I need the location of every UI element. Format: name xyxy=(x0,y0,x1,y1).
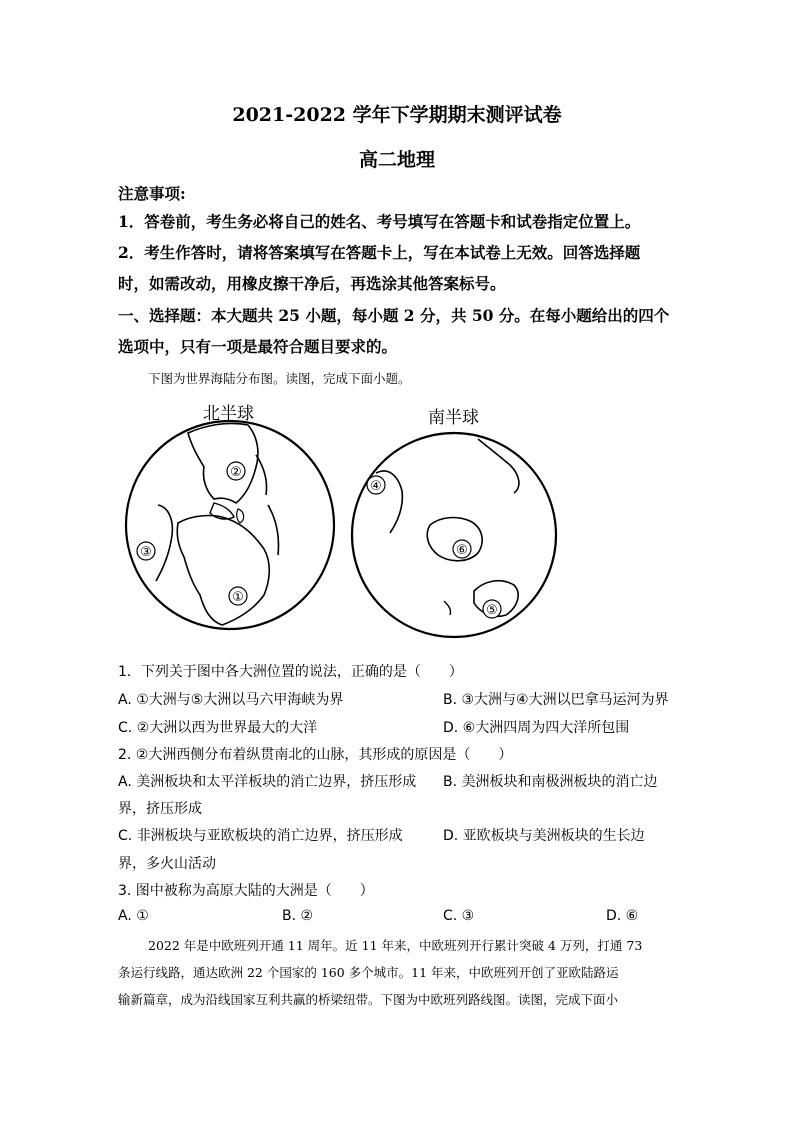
notice-item-2-line1: 2．考生作答时，请将答案填写在答题卡上，写在本试卷上无效。回答选择题 xyxy=(118,243,641,262)
q2-option-b-line2: 界，挤压形成 xyxy=(118,801,202,817)
q2-option-a: A. 美洲板块和太平洋板块的消亡边界，挤压形成 xyxy=(118,774,417,790)
notice-item-2-line2: 时，如需改动，用橡皮擦干净后，再选涂其他答案标号。 xyxy=(118,274,506,293)
q1-option-b: B. ③大洲与④大洲以巴拿马运河为界 xyxy=(443,692,669,708)
q2-stem: 2. ②大洲西侧分布着纵贯南北的山脉，其形成的原因是（ ） xyxy=(118,747,513,763)
q3-option-c: C. ③ xyxy=(443,908,475,924)
south-hemisphere-label: 南半球 xyxy=(428,408,479,428)
intro2-line3: 输新篇章，成为沿线国家互利共赢的桥梁纽带。下图为中欧班列路线图。读图，完成下面小 xyxy=(118,992,619,1007)
q1-option-c: C. ②大洲以西为世界最大的大洋 xyxy=(118,720,318,736)
section1-line2: 选项中，只有一项是最符合题目要求的。 xyxy=(118,337,398,356)
south-hemisphere-circle xyxy=(352,433,556,637)
exam-subtitle: 高二地理 xyxy=(358,149,435,171)
marker-3: ③ xyxy=(140,545,152,560)
map-intro: 下图为世界海陆分布图。读图，完成下面小题。 xyxy=(148,371,411,386)
north-america-outline xyxy=(188,423,258,503)
notice-heading: 注意事项: xyxy=(118,184,186,203)
q2-option-b-line1: B. 美洲板块和南极洲板块的消亡边 xyxy=(443,774,658,790)
q3-option-d: D. ⑥ xyxy=(606,908,639,924)
q3-option-a: A. ① xyxy=(118,908,149,924)
hemisphere-maps xyxy=(118,395,558,650)
marker-4: ④ xyxy=(370,479,382,494)
exam-title: 2021-2022 学年下学期期末测评试卷 xyxy=(232,104,562,126)
notice-item-1: 1．答卷前，考生务必将自己的姓名、考号填写在答题卡和试卷指定位置上。 xyxy=(118,212,641,231)
q3-stem: 3. 图中被称为高原大陆的大洲是（ ） xyxy=(118,883,374,899)
marker-6: ⑥ xyxy=(456,543,468,558)
section1-line1: 一、选择题：本大题共 25 小题，每小题 2 分，共 50 分。在每小题给出的四个 xyxy=(118,306,670,325)
intro2-line1: 2022 年是中欧班列开通 11 周年。近 11 年来，中欧班列开行累计突破 4 万列，打通 73 xyxy=(148,938,643,953)
q2-option-d-line2: 界，多火山活动 xyxy=(118,856,216,872)
marker-5: ⑤ xyxy=(486,603,498,618)
eurasia-outline xyxy=(177,516,269,625)
q1-option-a: A. ①大洲与⑤大洲以马六甲海峡为界 xyxy=(118,692,344,708)
q3-option-b: B. ② xyxy=(282,908,314,924)
q1-option-d: D. ⑥大洲四周为四大洋所包围 xyxy=(443,720,630,736)
marker-1: ① xyxy=(232,590,244,605)
intro2-line2: 条运行线路，通达欧洲 22 个国家的 160 多个城市。11 年来，中欧班列开创了亚欧陆路运 xyxy=(118,965,619,980)
q2-option-c: C. 非洲板块与亚欧板块的消亡边界，挤压形成 xyxy=(118,828,403,844)
q2-option-d-line1: D. 亚欧板块与美洲板块的生长边 xyxy=(443,828,645,844)
marker-2: ② xyxy=(230,465,242,480)
world-land-sea-map xyxy=(118,395,558,650)
q1-stem: 1．下列关于图中各大洲位置的说法，正确的是（ ） xyxy=(118,664,463,680)
west-landmass-outline xyxy=(156,505,172,581)
north-hemisphere-label: 北半球 xyxy=(203,404,254,424)
